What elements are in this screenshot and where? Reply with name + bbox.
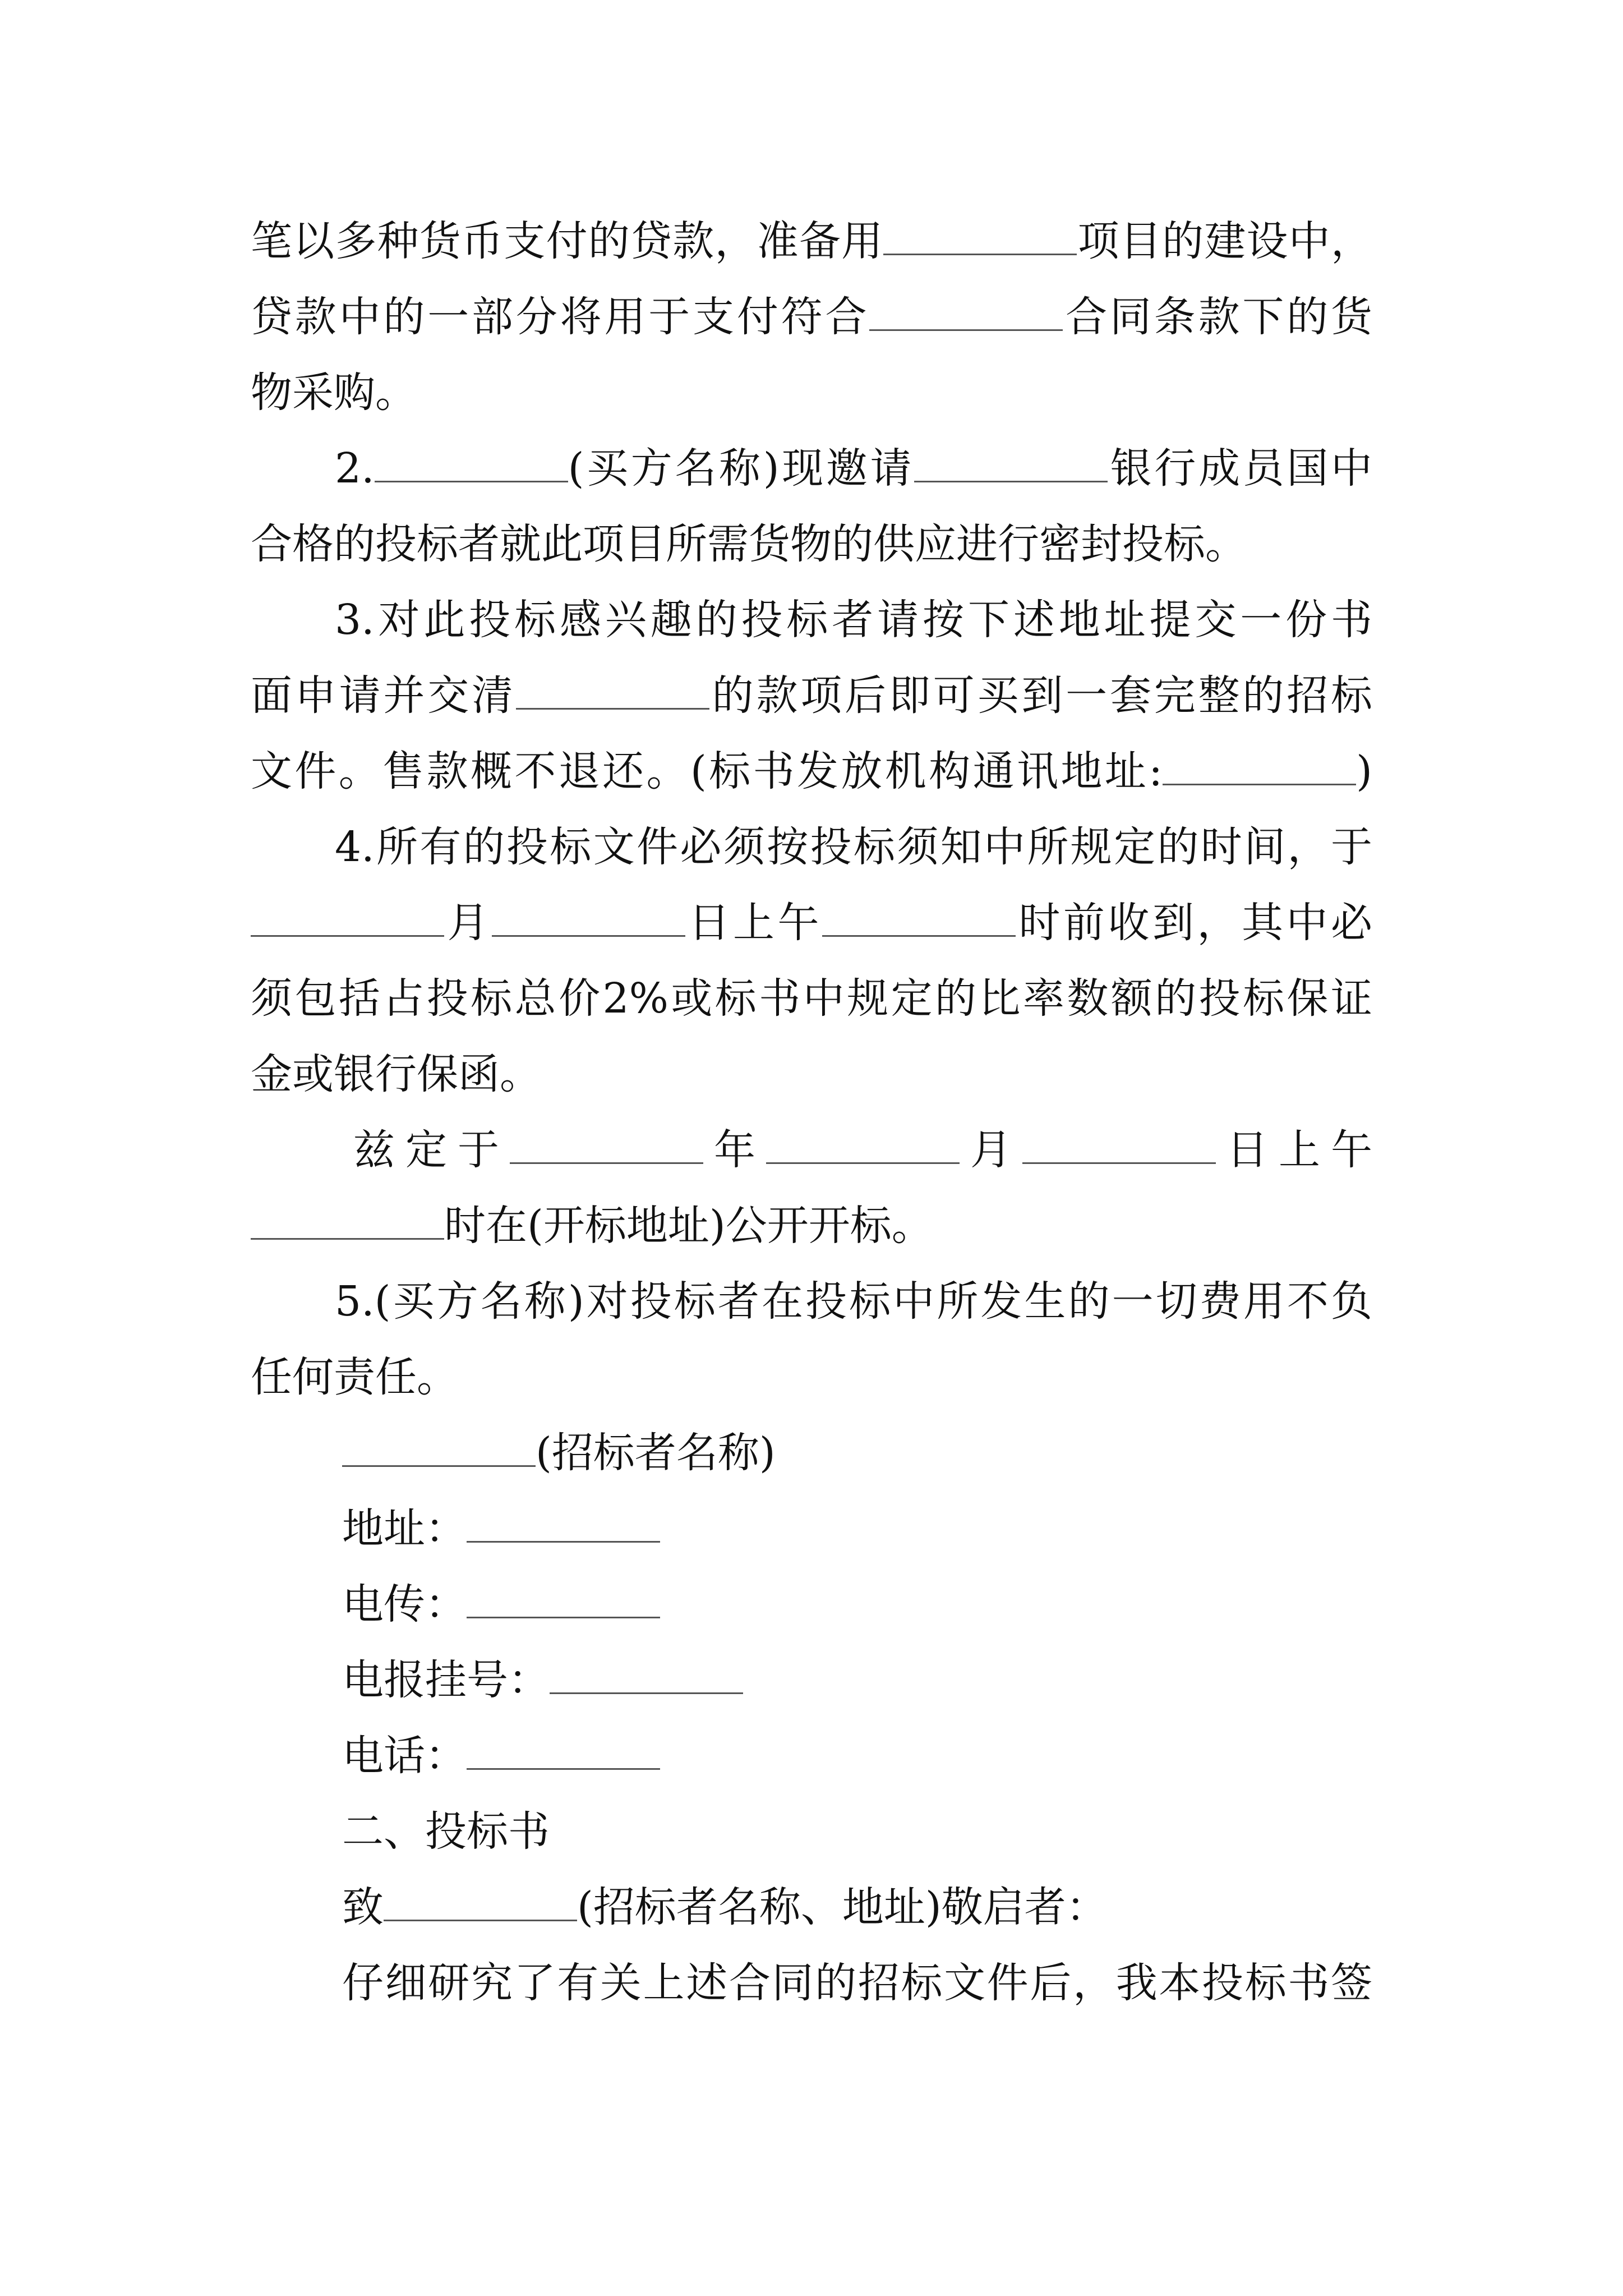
fill-blank — [914, 480, 1108, 482]
address-line: 地址： — [342, 1501, 660, 1557]
section-2-body-line-1: 仔细研究了有关上述合同的招标文件后，我本投标书签 — [342, 1959, 1372, 2007]
paragraph-4-line-4: 金或银行保函。 — [251, 1050, 541, 1098]
paragraph-5-line-2: 任何责任。 — [251, 1353, 458, 1401]
fill-blank — [822, 935, 1016, 937]
fill-blank — [384, 1919, 577, 1921]
fill-blank — [467, 1616, 660, 1618]
addressee-line: 致 (招标者名称、地址)敬启者： — [342, 1883, 1108, 1931]
fill-blank — [467, 1540, 660, 1543]
fill-blank — [1022, 1162, 1216, 1164]
paragraph-2-line-2: 合格的投标者就此项目所需货物的供应进行密封投标。 — [251, 520, 1247, 568]
fill-blank — [869, 329, 1063, 331]
fill-blank — [1163, 783, 1356, 785]
paragraph-3-line-3: 文件。售款概不退还。(标书发放机构通讯地址: ) — [251, 747, 1372, 795]
paragraph-5-line-1: 5.(买方名称)对投标者在投标中所发生的一切费用不负 — [335, 1277, 1372, 1326]
fill-blank — [883, 253, 1077, 255]
paragraph-3-line-2: 面申请并交清 的款项后即可买到一套完整的招标 — [251, 671, 1373, 720]
paragraph-4-line-1: 4.所有的投标文件必须按投标须知中所规定的时间，于 — [335, 823, 1372, 871]
phone-line: 电话： — [342, 1728, 660, 1784]
opening-date-line-2: 时在(开标地址)公开开标。 — [251, 1198, 933, 1254]
tenderer-name-line: (招标者名称) — [342, 1425, 776, 1481]
fill-blank — [766, 1162, 960, 1164]
fill-blank — [467, 1768, 660, 1770]
paragraph-1-line-1: 笔以多种货币支付的贷款，准备用 项目的建设中， — [251, 217, 1373, 265]
fill-blank — [516, 707, 709, 710]
paragraph-1-line-2: 贷款中的一部分将用于支付符合 合同条款下的货 — [251, 293, 1373, 341]
fill-blank — [251, 935, 444, 937]
fill-blank — [550, 1692, 743, 1694]
telex-line: 电传： — [342, 1576, 660, 1632]
fill-blank — [375, 480, 568, 482]
cable-line: 电报挂号： — [342, 1652, 743, 1708]
fill-blank — [251, 1237, 444, 1240]
paragraph-2-line-1: 2. (买方名称)现邀请 银行成员国中 — [335, 444, 1372, 493]
paragraph-4-line-3: 须包括占投标总价2%或标书中规定的比率数额的投标保证 — [251, 974, 1372, 1023]
section-2-heading: 二、投标书 — [342, 1807, 550, 1856]
fill-blank — [492, 935, 685, 937]
paragraph-4-line-2: 月 日上午 时前收到，其中必 — [251, 895, 1372, 951]
paragraph-3-line-1: 3.对此投标感兴趣的投标者请按下述地址提交一份书 — [335, 596, 1372, 644]
paragraph-1-line-3: 物采购。 — [251, 369, 417, 417]
fill-blank — [510, 1162, 703, 1164]
opening-date-line-1: 兹定于 年 月 日上午 — [353, 1126, 1372, 1174]
fill-blank — [342, 1465, 536, 1467]
